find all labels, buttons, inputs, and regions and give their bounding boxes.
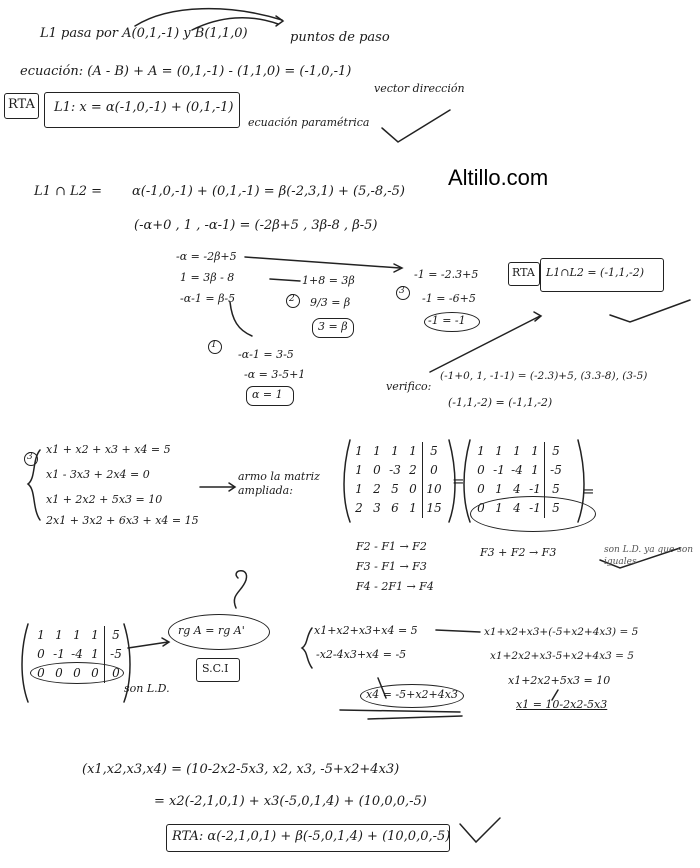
- matrix-cell: 1: [495, 444, 503, 458]
- part2-verif1: (-1+0, 1, -1-1) = (-2.3)+5, (3.3-8), (3-5): [440, 370, 648, 382]
- part3-brace-1: x1+x2+x3+x4 = 5: [314, 624, 418, 637]
- part1-line1: L1 pasa por A(0,1,-1) y B(1,1,0): [40, 26, 248, 41]
- part4-line2: = x2(-2,1,0,1) + x3(-5,0,1,4) + (10,0,0,-5): [154, 794, 427, 809]
- matrix-cell: -1: [529, 482, 541, 496]
- matrix-cell: 1: [355, 482, 363, 496]
- matrix-cell: 1: [477, 444, 485, 458]
- part2-a3: α = 1: [252, 388, 283, 401]
- matrix-cell: 1: [531, 444, 539, 458]
- matrix-cell: 1: [91, 628, 99, 642]
- matrix-cell: 1: [55, 628, 63, 642]
- matrix-cell: 1: [513, 444, 521, 458]
- part2-n2: 2: [289, 294, 295, 304]
- matrix-cell: -5: [544, 461, 567, 480]
- part2-b3: -1 = -1: [428, 314, 466, 327]
- part1-direction-note: vector dirección: [374, 82, 465, 95]
- matrix-cell: 2: [355, 501, 363, 515]
- matrix-row: [350, 442, 445, 461]
- matrix-cell: -4: [511, 463, 523, 477]
- part1-line2: ecuación: (A - B) + A = (0,1,-1) - (1,1,0) = (-1,0,-1): [20, 64, 352, 79]
- matrix-cell: 10: [422, 480, 445, 499]
- matrix-row: [32, 626, 127, 645]
- matrix-cell: 1: [391, 444, 399, 458]
- matrix-cell: -3: [389, 463, 401, 477]
- part2-s3: -α-1 = β-5: [180, 292, 236, 305]
- matrix-row: [350, 480, 445, 499]
- part2-eq2: (-α+0 , 1 , -α-1) = (-2β+5 , 3β-8 , β-5): [134, 218, 378, 233]
- matrix-cell: 0: [91, 666, 99, 680]
- matrix-cell: 1: [355, 463, 363, 477]
- matrix-cell: 4: [513, 501, 521, 515]
- matrix-cell: 3: [373, 501, 381, 515]
- part1-points-note: puntos de paso: [290, 30, 390, 45]
- matrix-row: [350, 499, 445, 518]
- part3-brace-2: -x2-4x3+x4 = -5: [316, 648, 407, 661]
- part3-zero-row-oval: [30, 662, 124, 684]
- part2-verif-label: verifico:: [386, 380, 432, 393]
- part3-op-2: F3 - F1 → F3: [356, 560, 427, 573]
- watermark-brand: Altillo.com: [448, 165, 549, 190]
- part3-op-1: F2 - F1 → F2: [356, 540, 427, 553]
- matrix-cell: 1: [373, 444, 381, 458]
- matrix-cell: 5: [422, 442, 445, 461]
- part1-param-note: ecuación paramétrica: [248, 116, 370, 129]
- matrix-cell: 0: [477, 501, 485, 515]
- matrix-row: [472, 442, 567, 461]
- part2-verif2: (-1,1,-2) = (-1,1,-2): [448, 396, 553, 409]
- part1-rta-eq: L1: x = α(-1,0,-1) + (0,1,-1): [54, 100, 234, 115]
- part2-a2: -α = 3-5+1: [244, 368, 306, 381]
- part3-arrow-label: armo la matriz ampliada:: [238, 470, 320, 497]
- part2-s1: -α = -2β+5: [176, 250, 237, 263]
- part3-matrix-1: [350, 442, 445, 518]
- matrix-cell: 15: [422, 499, 445, 518]
- part4-rta: RTA: α(-2,1,0,1) + β(-5,0,1,4) + (10,0,0,-5): [172, 829, 451, 844]
- matrix-cell: 1: [531, 463, 539, 477]
- matrix-cell: -5: [104, 645, 127, 664]
- matrix-cell: 5: [104, 626, 127, 645]
- part2-rta-label: RTA: [512, 266, 535, 279]
- matrix-cell: 0: [37, 666, 45, 680]
- matrix-cell: 1: [495, 501, 503, 515]
- part1-rta-label: RTA: [8, 97, 35, 112]
- matrix-cell: 1: [355, 444, 363, 458]
- matrix-cell: 1: [37, 628, 45, 642]
- matrix-cell: 0: [104, 664, 127, 683]
- matrix-cell: 0: [55, 666, 63, 680]
- matrix-cell: 2: [409, 463, 417, 477]
- matrix-cell: 0: [409, 482, 417, 496]
- part3-ld: son L.D.: [124, 682, 170, 695]
- matrix-cell: 5: [544, 480, 567, 499]
- matrix-cell: -1: [53, 647, 65, 661]
- matrix-cell: -4: [71, 647, 83, 661]
- part2-r2: 9/3 = β: [310, 296, 351, 309]
- part3-sys-1: x1 + x2 + x3 + x4 = 5: [46, 443, 171, 456]
- part3-equals-2: =: [582, 482, 595, 500]
- matrix-row: [472, 461, 567, 480]
- part2-n1: 1: [211, 340, 217, 350]
- part2-r3: 3 = β: [318, 320, 348, 333]
- part3-row-circle: [470, 496, 596, 532]
- matrix-cell: 0: [73, 666, 81, 680]
- matrix-cell: 4: [513, 482, 521, 496]
- matrix-cell: 5: [544, 442, 567, 461]
- part2-b2: -1 = -6+5: [422, 292, 476, 305]
- part3-x1-c: x1+2x2+5x3 = 10: [508, 674, 611, 687]
- matrix-cell: 0: [373, 463, 381, 477]
- matrix-cell: 0: [37, 647, 45, 661]
- part2-rta-eq: L1∩L2 = (-1,1,-2): [546, 266, 645, 279]
- part2-r1: 1+8 = 3β: [302, 274, 355, 287]
- part2-head: L1 ∩ L2 =: [34, 184, 102, 199]
- matrix-cell: -1: [529, 501, 541, 515]
- matrix-cell: 0: [477, 482, 485, 496]
- matrix-cell: 1: [409, 444, 417, 458]
- matrix-cell: 1: [73, 628, 81, 642]
- part3-num: 3: [27, 452, 33, 462]
- part3-x1-d: x1 = 10-2x2-5x3: [516, 698, 608, 711]
- part3-x4: x4 = -5+x2+4x3: [366, 688, 458, 701]
- matrix-cell: 1: [495, 482, 503, 496]
- matrix-cell: 0: [477, 463, 485, 477]
- part3-sys-4: 2x1 + 3x2 + 6x3 + x4 = 15: [46, 514, 199, 527]
- part3-sys-3: x1 + 2x2 + 5x3 = 10: [46, 493, 163, 506]
- part4-line1: (x1,x2,x3,x4) = (10-2x2-5x3, x2, x3, -5+x2+4x3): [82, 762, 400, 777]
- part2-s2: 1 = 3β - 8: [180, 271, 235, 284]
- part3-rank: rg A = rg A': [178, 624, 245, 637]
- part2-b1: -1 = -2.3+5: [414, 268, 479, 281]
- part3-x1-a: x1+x2+x3+(-5+x2+4x3) = 5: [484, 626, 639, 638]
- matrix-row: [350, 461, 445, 480]
- part3-sys-2: x1 - 3x3 + 2x4 = 0: [46, 468, 150, 481]
- matrix-cell: 0: [422, 461, 445, 480]
- matrix-cell: 1: [409, 501, 417, 515]
- part3-op-4: F3 + F2 → F3: [480, 546, 557, 559]
- matrix-cell: 2: [373, 482, 381, 496]
- part3-side-note: son L.D. ya que son iguales: [604, 545, 694, 567]
- matrix-cell: 1: [91, 647, 99, 661]
- matrix-cell: 5: [544, 499, 567, 518]
- part3-equals: =: [452, 472, 465, 490]
- part3-op-3: F4 - 2F1 → F4: [356, 580, 434, 593]
- part2-n3: 3: [399, 286, 405, 296]
- matrix-cell: 6: [391, 501, 399, 515]
- part2-eq1: α(-1,0,-1) + (0,1,-1) = β(-2,3,1) + (5,-8,-5): [132, 184, 406, 199]
- part3-x1-b: x1+2x2+x3-5+x2+4x3 = 5: [490, 650, 634, 662]
- matrix-cell: -1: [493, 463, 505, 477]
- part2-a1: -α-1 = 3-5: [238, 348, 294, 361]
- part3-sci: S.C.I: [202, 662, 229, 675]
- matrix-cell: 5: [391, 482, 399, 496]
